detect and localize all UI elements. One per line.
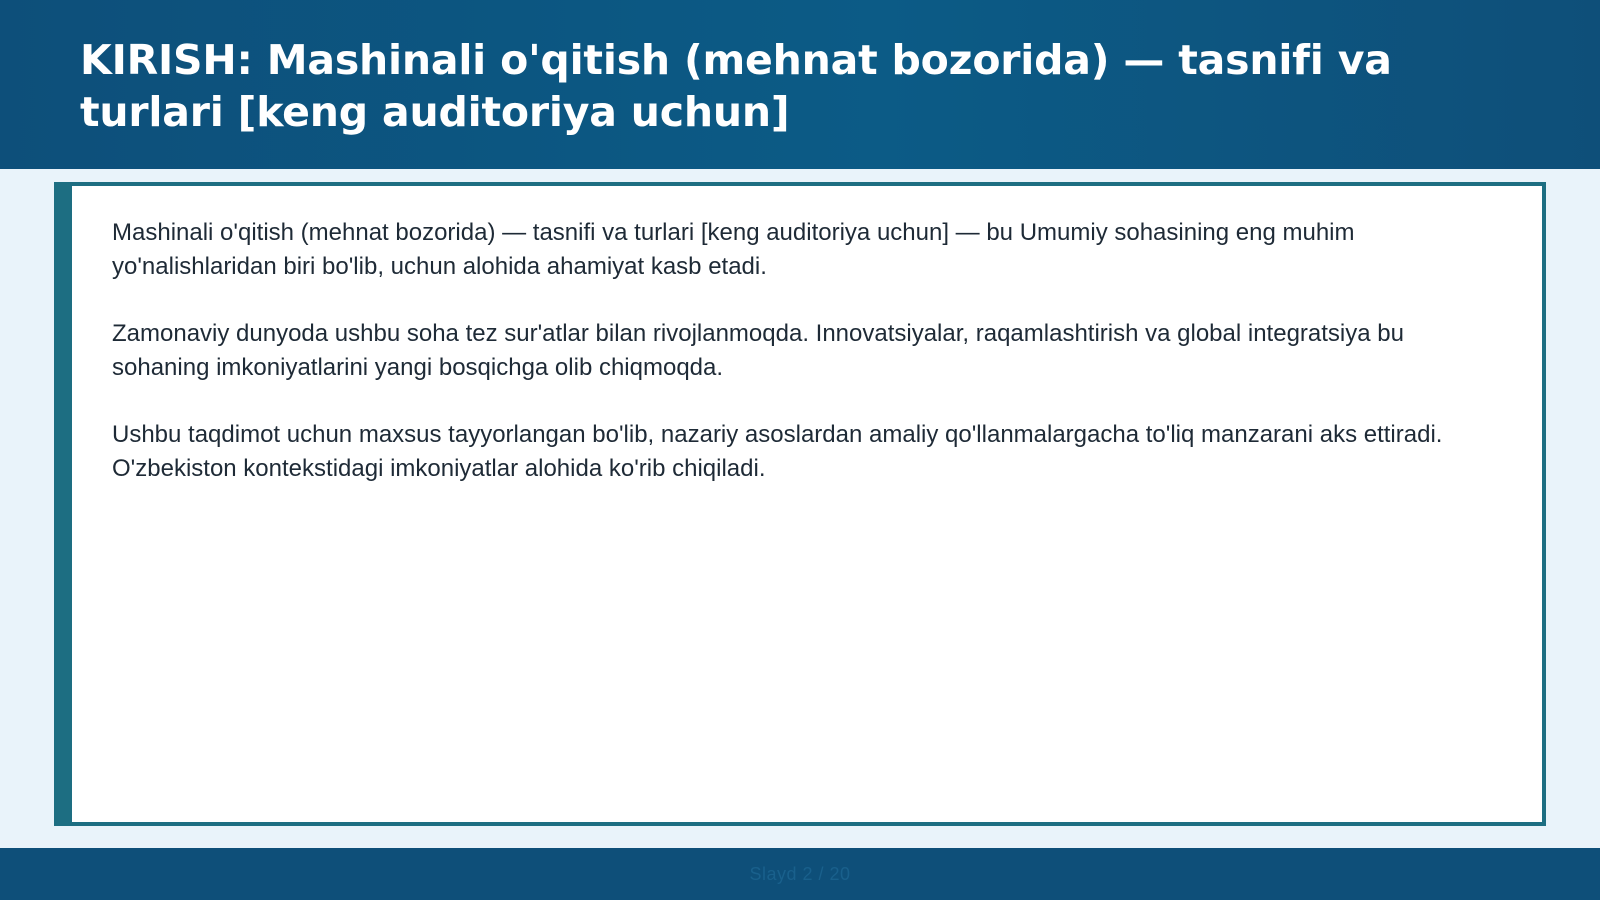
intro-paragraph-2: Zamonaviy dunyoda ushbu soha tez sur'atlar bilan rivojlanmoqda. Innovatsiyalar, raqamlashtirish va global integratsiya bu sohaning imkoniyatlarini yangi bosqichga olib chiqmoqda. [112, 320, 1404, 381]
content-card [54, 182, 1546, 826]
intro-paragraph-1: Mashinali o'qitish (mehnat bozorida) — tasnifi va turlari [keng auditoriya uchun] — bu Umumiy sohasining eng muhim yo'nalishlaridan biri bo'lib, uchun alohida ahamiyat kasb etadi. [112, 219, 1355, 280]
slide-header [0, 0, 1600, 169]
slide-title: KIRISH: Mashinali o'qitish (mehnat bozorida) — tasnifi va turlari [keng auditoriya uchun] [80, 36, 1392, 136]
slide-number: Slayd 2 / 20 [749, 863, 851, 884]
slide-footer [0, 848, 1600, 900]
intro-paragraph-3: Ushbu taqdimot uchun maxsus tayyorlangan bo'lib, nazariy asoslardan amaliy qo'llanmalargacha to'liq manzarani aks ettiradi. O'zbekiston kontekstidagi imkoniyatlar alohida ko'rib chiqiladi. [112, 421, 1443, 482]
